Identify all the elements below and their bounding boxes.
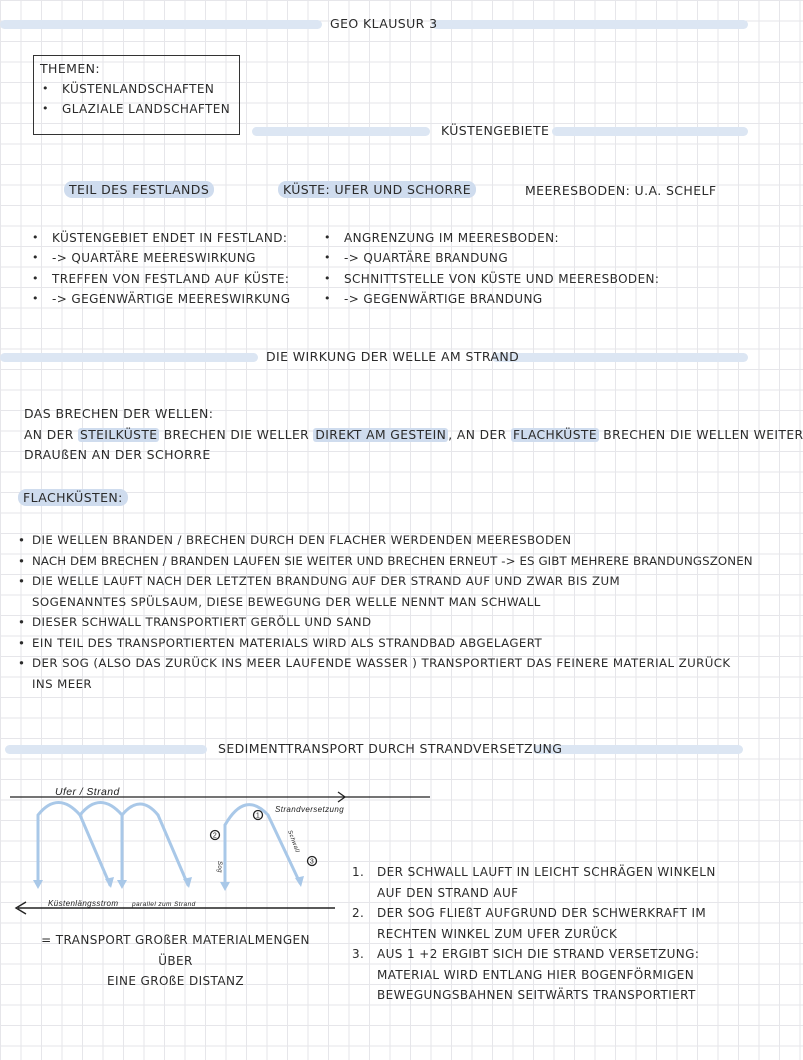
list-item: • GLAZIALE LANDSCHAFTEN [40,99,233,119]
list-item: 3. AUS 1 +2 ERGIBT SICH DIE STRAND VERSETZUNG: MATERIAL WIRD ENTLANG HIER BOGENFÖRMIGEN BEWEGUNGSBAHNEN SEITWÄRTS TRANSPORTIERT [352,947,700,1002]
list-item: 2. DER SOG FLIEßT AUFGRUND DER SCHWERKRAFT IM RECHTEN WINKEL ZUM UFER ZURÜCK [352,906,707,941]
list-item: • -> QUARTÄRE BRANDUNG [322,248,742,268]
list-item: • -> GEGENWÄRTIGE BRANDUNG [322,289,742,309]
list-item: • TREFFEN VON FESTLAND AUF KÜSTE: [30,269,320,289]
schwall-arc-1 [38,803,80,886]
steps-list [352,862,727,1006]
sediment-bar-left [5,745,207,754]
brechen-line-1: AN DER STEILKÜSTE BRECHEN DIE WELLER DIREKT AM GESTEIN , AN DER FLACHKÜSTE BRECHEN DIE WELLEN WEITER [24,427,803,442]
list-item: • SCHNITTSTELLE VON KÜSTE UND MEERESBODEN: [322,269,742,289]
section-heading-kuestengebiete: KÜSTENGEBIETE [441,123,550,138]
section-heading-wirkung: DIE WIRKUNG DER WELLE AM STRAND [266,349,520,364]
wirkung-bar-left [0,353,258,362]
list-item: • DIE WELLE LAUFT NACH DER LETZTEN BRANDUNG AUF DER STRAND AUF UND ZWAR BIS ZUM SOGENANNTES SPÜLSAUM, DIESE BEWEGUNG DER WELLE NENNT MAN SCHWALL [18,574,621,609]
section-heading-sediment: SEDIMENTTRANSPORT DURCH STRANDVERSETZUNG [218,741,563,756]
transport-summary [28,930,323,992]
festland-list [30,228,320,310]
list-item: • KÜSTENLANDSCHAFTEN [40,79,233,99]
schwall-arc-2 [80,803,122,816]
title-bar-right [432,20,748,29]
schwall-arc-3 [122,804,158,885]
sediment-bar-right [533,745,743,754]
list-item: • DIESER SCHWALL TRANSPORTIERT GERÖLL UND SAND [18,615,372,629]
col-label-kueste: KÜSTE: UFER UND SCHORRE [278,182,476,197]
arrowhead-3 [117,880,127,889]
arrowhead-5 [220,882,230,891]
schwall-label: Schwall [286,829,300,854]
kuestengebiete-bar-left [252,127,430,136]
sog-line-1 [80,815,110,885]
list-item: • NACH DEM BRECHEN / BRANDEN LAUFEN SIE WEITER UND BRECHEN ERNEUT -> ES GIBT MEHRERE BRANDUNGSZONEN [18,553,753,568]
list-item: • EIN TEIL DES TRANSPORTIERTEN MATERIALS WIRD ALS STRANDBAD ABGELAGERT [18,635,543,650]
flachkuesten-list [18,530,753,694]
marker-2-label: 2 [212,832,218,840]
brechen-label: DAS BRECHEN DER WELLEN: [24,406,214,421]
meeresboden-list [322,228,742,310]
list-item: • KÜSTENGEBIET ENDET IN FESTLAND: [30,228,320,248]
parallel-label: parallel zum Strand [132,901,196,908]
themen-box [33,55,240,135]
list-item: • DIE WELLEN BRANDEN / BRECHEN DURCH DEN FLACHER WERDENDEN MEERESBODEN [18,533,572,547]
ufer-label: Ufer / Strand [55,786,120,798]
marker-1-label: 1 [255,812,261,820]
brechen-line-2: DRAUßEN AN DER SCHORRE [24,447,211,462]
list-item: 1. DER SCHWALL LAUFT IN LEICHT SCHRÄGEN WINKELN AUF DEN STRAND AUF [352,865,716,900]
summary-line-2: EINE GROßE DISTANZ [107,974,244,988]
themen-label: THEMEN: [40,61,100,76]
col-label-meeresboden: MEERESBODEN: U.A. SCHELF [525,183,717,198]
strandversetzung-label: Strandversetzung [275,805,345,814]
page-title: GEO KLAUSUR 3 [330,16,438,31]
sog-line-2 [158,815,188,885]
summary-line-1: = TRANSPORT GROßER MATERIALMENGEN ÜBER [41,933,310,968]
col-label-festland: TEIL DES FESTLANDS [64,182,214,197]
sog-label: Sog [216,861,222,873]
themen-list [40,79,233,119]
arrowhead-1 [33,880,43,889]
list-item: • ANGRENZUNG IM MEERESBODEN: [322,228,742,248]
strandversetzung-diagram [0,775,350,925]
title-bar-left [0,20,322,29]
wirkung-bar-right [492,353,748,362]
kuestengebiete-bar-right [552,127,748,136]
kuesten-label: Küstenlängsstrom [48,899,119,908]
list-item: • DER SOG (ALSO DAS ZURÜCK INS MEER LAUFENDE WASSER ) TRANSPORTIERT DAS FEINERE MATERIAL ZURÜCK INS MEER [18,656,731,691]
list-item: • -> GEGENWÄRTIGE MEERESWIRKUNG [30,289,320,309]
marker-3-label: 3 [309,858,315,866]
list-item: • -> QUARTÄRE MEERESWIRKUNG [30,248,320,268]
flachkuesten-label: FLACHKÜSTEN: [18,490,128,505]
brechen-paragraph [24,404,803,466]
